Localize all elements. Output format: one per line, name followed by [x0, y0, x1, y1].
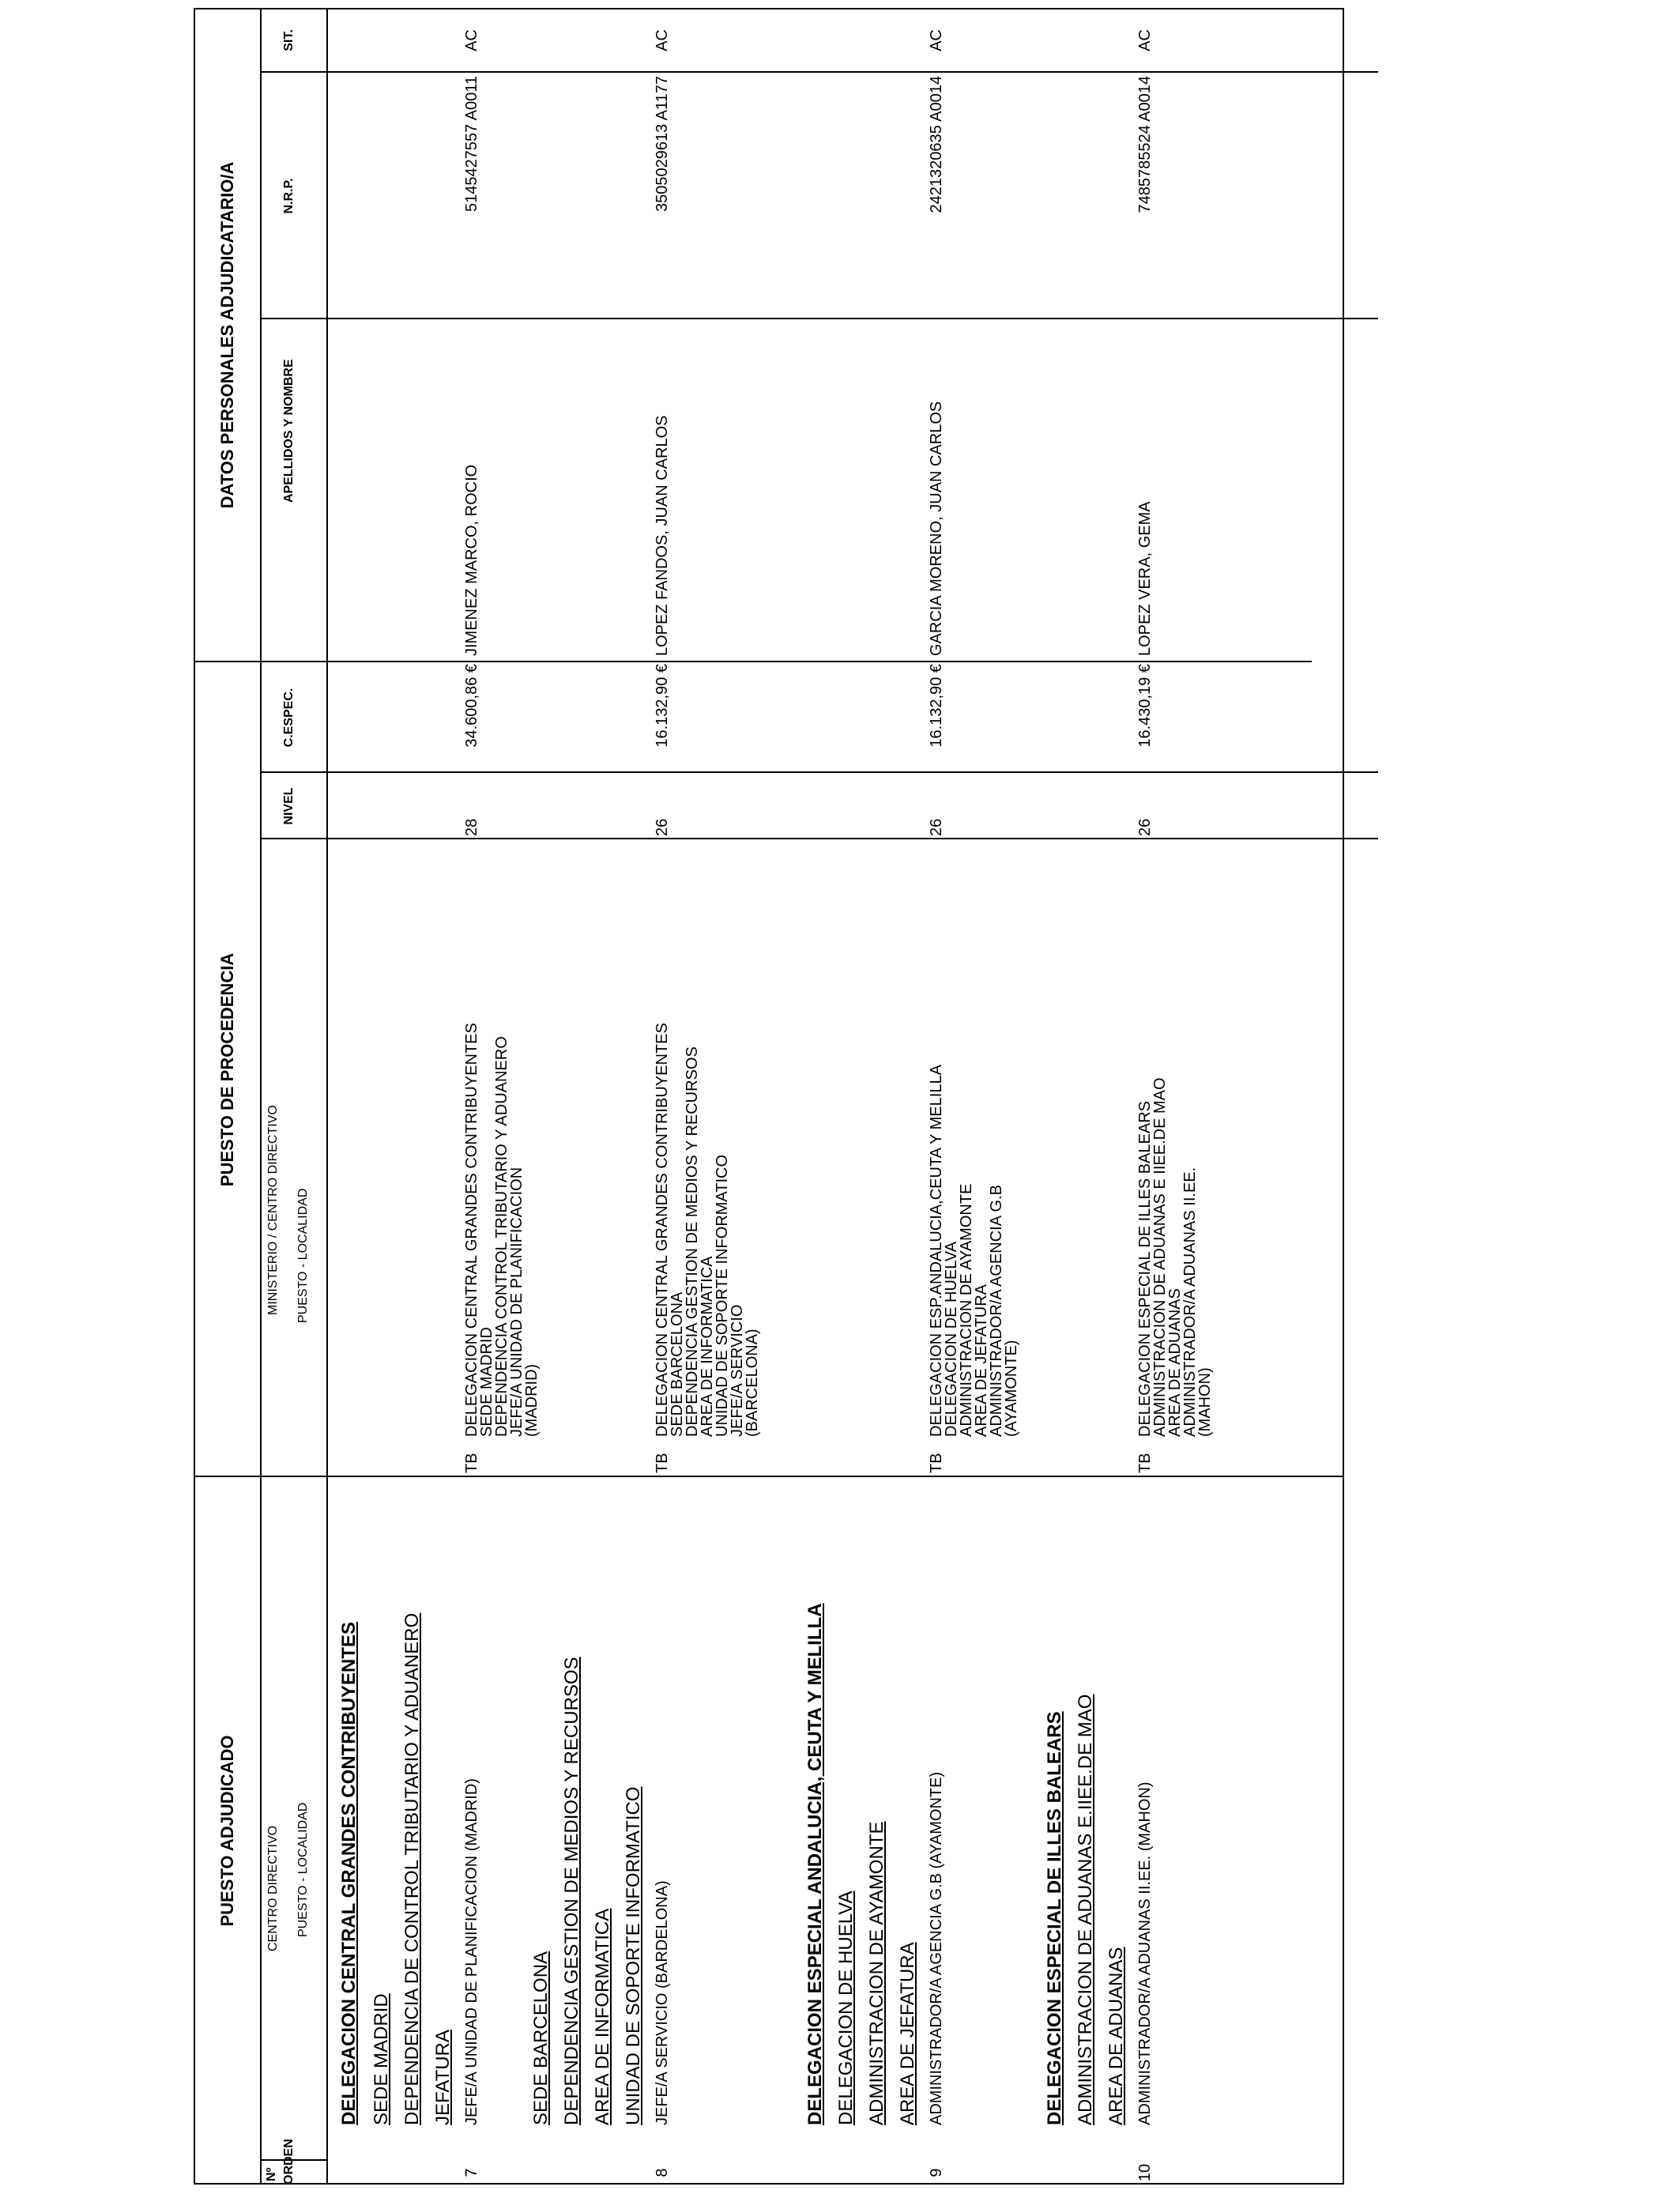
header-datos-personales: DATOS PERSONALES ADJUDICATARIO/A [217, 161, 237, 509]
section-title: DELEGACION CENTRAL GRANDES CONTRIBUYENTES [338, 1622, 360, 2125]
row-nombre: LOPEZ VERA, GEMA [1136, 501, 1154, 656]
row-nrp: 2421320635 A0014 [928, 76, 945, 213]
row-nombre: LOPEZ FANDOS, JUAN CARLOS [654, 415, 671, 656]
header-puesto-localidad-adj: PUESTO - LOCALIDAD [296, 1802, 310, 1937]
section-title: DELEGACION ESPECIAL ANDALUCIA, CEUTA Y MELILLA [804, 1603, 826, 2125]
section-subtitle: DELEGACION DE HUELVA [835, 1891, 857, 2125]
row-puesto: JEFE/A SERVICIO (BARDELONA) [654, 1880, 671, 2125]
row-sit: AC [463, 29, 480, 51]
header-puesto-adjudicado: PUESTO ADJUDICADO [217, 1735, 237, 1927]
procedencia-line: ADMINISTRADOR/A AGENCIA G.B [988, 1185, 1005, 1437]
section-subtitle: DEPENDENCIA GESTION DE MEDIOS Y RECURSOS [561, 1657, 582, 2125]
row-sit: AC [1136, 29, 1154, 51]
row-puesto: JEFE/A UNIDAD DE PLANIFICACION (MADRID) [463, 1778, 480, 2125]
row-c-espec: 16.132,90 € [654, 664, 671, 748]
row-nombre: JIMENEZ MARCO, ROCIO [463, 464, 480, 656]
row-nombre: GARCIA MORENO, JUAN CARLOS [928, 401, 945, 656]
section-subtitle: AREA DE INFORMATICA [592, 1908, 613, 2125]
col-divider-cespec [260, 771, 1378, 773]
procedencia-line: ADMINISTRACION DE ADUANAS E IIEE.DE MAO [1151, 1077, 1169, 1437]
procedencia-line: AREA DE INFORMATICA [699, 1256, 716, 1437]
header-sit: SIT. [282, 29, 296, 51]
procedencia-line: DELEGACION ESPECIAL DE ILLES BALEARS [1136, 1101, 1154, 1437]
procedencia-line: JEFE/A SERVICIO [729, 1304, 746, 1437]
procedencia-line: DEPENDENCIA GESTION DE MEDIOS Y RECURSOS [684, 1046, 701, 1437]
row-procedencia [655, 1023, 760, 1437]
procedencia-line: DELEGACION ESP.ANDALUCIA,CEUTA Y MELILLA [928, 1065, 945, 1437]
row-procedencia [929, 1065, 1019, 1437]
procedencia-line: SEDE BARCELONA [669, 1291, 686, 1437]
row-tipo: TB [463, 1453, 480, 1473]
procedencia-line: ADMINISTRACION DE AYAMONTE [958, 1183, 975, 1437]
header-n-orden-1: Nº [265, 2167, 278, 2181]
col-divider-nrp [260, 318, 1378, 319]
row-nrp: 7485785524 A0014 [1136, 76, 1154, 213]
procedencia-line: (MADRID) [523, 1363, 541, 1437]
row-c-espec: 34.600,86 € [463, 664, 480, 748]
procedencia-line: DELEGACION DE HUELVA [943, 1241, 960, 1437]
col-divider-sit [260, 71, 1378, 73]
rotated-page [194, 8, 1344, 2185]
col-divider-nivel [260, 838, 1378, 839]
procedencia-line: ADMINISTRADOR/A ADUANAS II.EE. [1181, 1167, 1199, 1437]
row-nivel: 26 [928, 818, 945, 836]
section-subtitle: UNIDAD DE SOPORTE INFORMATICO [623, 1786, 644, 2125]
row-nrp: 5145427557 A0011 [463, 76, 480, 213]
col-divider-procedencia [194, 1476, 1344, 1477]
procedencia-line: (AYAMONTE) [1003, 1340, 1020, 1437]
row-orden: 9 [928, 2168, 945, 2177]
procedencia-line: AREA DE ADUANAS [1166, 1288, 1184, 1437]
section-subtitle: ADMINISTRACION DE AYAMONTE [866, 1821, 887, 2125]
row-tipo: TB [1136, 1453, 1154, 1473]
header-nivel: NIVEL [282, 787, 296, 825]
section-subtitle: JEFATURA [432, 2030, 454, 2125]
procedencia-line: JEFE/A UNIDAD DE PLANIFICACION [508, 1167, 525, 1437]
row-procedencia [465, 1023, 540, 1437]
header-apellidos-nombre: APELLIDOS Y NOMBRE [282, 359, 296, 503]
row-tipo: TB [928, 1453, 945, 1473]
row-nivel: 28 [463, 818, 480, 836]
row-tipo: TB [654, 1453, 671, 1473]
header-centro-directivo: CENTRO DIRECTIVO [266, 1825, 280, 1951]
procedencia-line: SEDE MADRID [478, 1327, 495, 1437]
row-nivel: 26 [654, 818, 671, 836]
row-sit: AC [928, 29, 945, 51]
header-c-espec: C.ESPEC. [282, 688, 296, 748]
section-subtitle: AREA DE JEFATURA [897, 1942, 918, 2125]
row-puesto: ADMINISTRADOR/A AGENCIA G.B (AYAMONTE) [928, 1771, 945, 2125]
row-nivel: 26 [1136, 818, 1154, 836]
header-nrp: N.R.P. [282, 178, 296, 214]
col-divider-datos [194, 661, 1312, 662]
section-subtitle: SEDE MADRID [371, 1993, 392, 2125]
section-subtitle: ADMINISTRACION DE ADUANAS E.IIEE.DE MAO [1075, 1694, 1096, 2125]
row-orden: 10 [1136, 2163, 1154, 2182]
section-title: DELEGACION ESPECIAL DE ILLES BALEARS [1044, 1711, 1065, 2125]
procedencia-line: DEPENDENCIA CONTROL TRIBUTARIO Y ADUANERO [493, 1036, 510, 1437]
procedencia-line: (MAHON) [1196, 1367, 1214, 1437]
row-sit: AC [654, 29, 671, 51]
procedencia-line: DELEGACION CENTRAL GRANDES CONTRIBUYENTES [463, 1023, 480, 1437]
row-orden: 7 [463, 2168, 480, 2177]
section-subtitle: SEDE BARCELONA [530, 1951, 552, 2125]
row-c-espec: 16.132,90 € [928, 664, 945, 748]
section-subtitle: AREA DE ADUANAS [1106, 1947, 1127, 2125]
procedencia-line: (BARCELONA) [744, 1329, 761, 1437]
header-divider-1 [260, 8, 262, 2185]
row-orden: 8 [654, 2168, 671, 2177]
row-puesto: ADMINISTRADOR/A ADUANAS II.EE. (MAHON) [1136, 1781, 1154, 2125]
procedencia-line: AREA DE JEFATURA [973, 1284, 990, 1437]
row-nrp: 3505029613 A1177 [654, 76, 671, 213]
header-divider-2 [326, 8, 328, 2185]
section-subtitle: DEPENDENCIA DE CONTROL TRIBUTARIO Y ADUANERO [401, 1612, 423, 2125]
procedencia-line: UNIDAD DE SOPORTE INFORMATICO [714, 1154, 731, 1437]
header-puesto-procedencia: PUESTO DE PROCEDENCIA [217, 952, 237, 1187]
procedencia-line: DELEGACION CENTRAL GRANDES CONTRIBUYENTES [654, 1023, 671, 1437]
header-puesto-localidad-proc: PUESTO - LOCALIDAD [296, 1188, 310, 1323]
row-procedencia [1138, 1077, 1213, 1437]
header-n-orden-2: ORDEN [282, 2139, 296, 2185]
header-ministerio-centro: MINISTERIO / CENTRO DIRECTIVO [266, 1105, 280, 1315]
row-c-espec: 16.430,19 € [1136, 664, 1154, 748]
